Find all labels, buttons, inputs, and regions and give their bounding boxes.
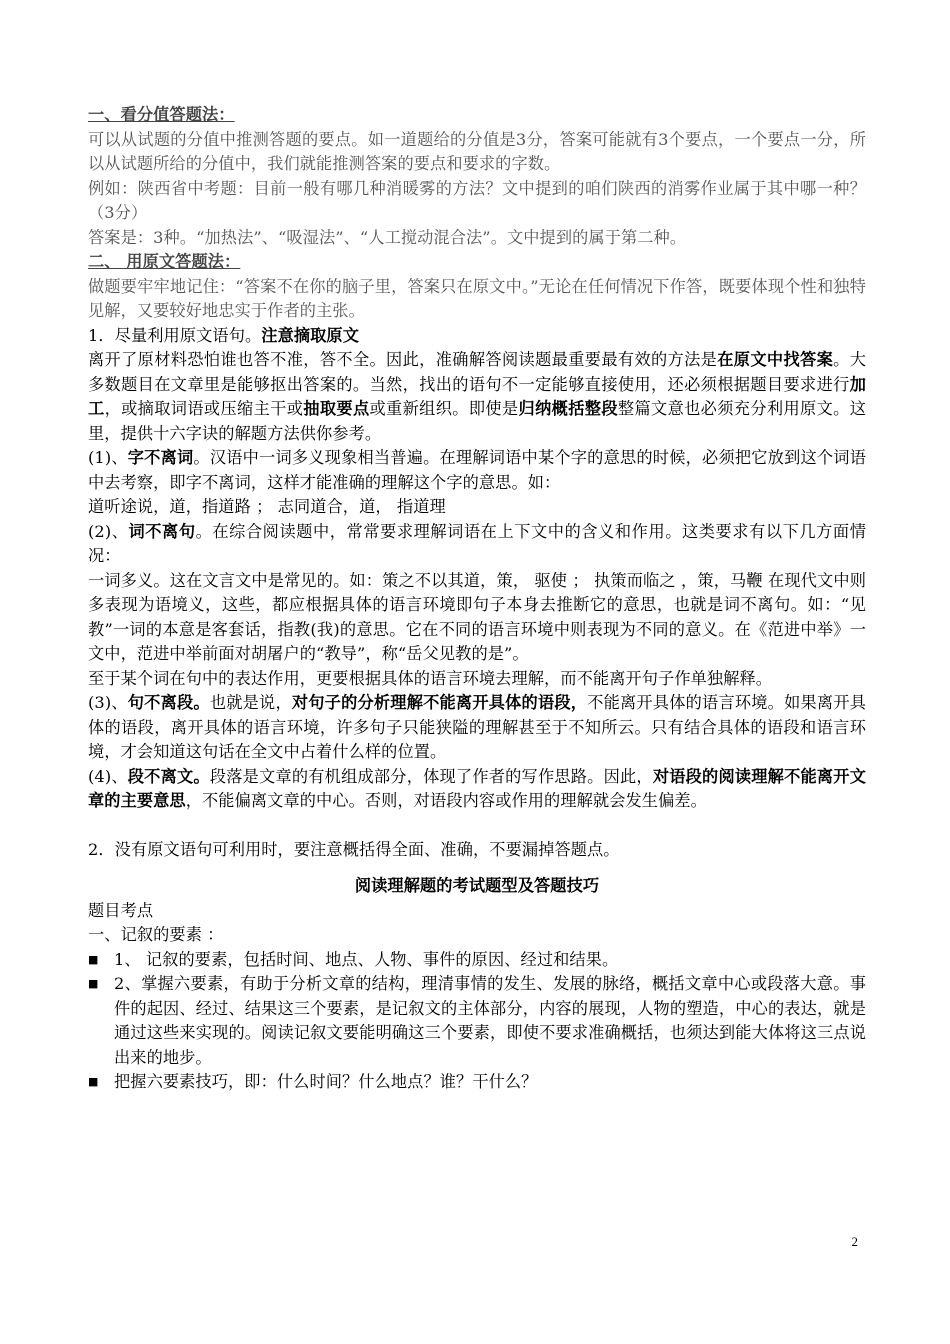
bullet-item: ■ 1、 记叙的要素，包括时间、地点、人物、事件的原因、经过和结果。 (88, 948, 866, 973)
subheading: 题目考点 (88, 900, 154, 920)
method-item-1: (1)、字不离词。汉语中一词多义现象相当普遍。在理解词语中某个字的意思的时候，必须把它放到这个词语中去考察，即字不离词，这样才能准确的理解这个字的意思。如： (88, 448, 866, 492)
square-bullet-icon: ■ (88, 952, 99, 966)
section-title: 阅读理解题的考试题型及答题技巧 (354, 876, 600, 895)
method-item-3: (3)、句不离段。也就是说，对句子的分析理解不能离开具体的语段，不能离开具体的语言环境。如果离开具体的语段，离开具体的语言环境，许多句子只能狭隘的理解甚至于不知所云。只有结合具体的语段和语言环境，才会知道这句话在全文中占着什么样的位置。 (88, 693, 867, 761)
paragraph: 可以从试题的分值中推测答题的要点。如一道题给的分值是3分，答案可能就有3个要点，一个要点一分，所以从试题所给的分值中，我们就能推测答案的要点和要求的字数。 (88, 129, 866, 173)
page-number: 2 (851, 1234, 858, 1249)
bullet-item: ■ 2、掌握六要素，有助于分析文章的结构，理清事情的发生、发展的脉络，概括文章中心或段落大意。事件的起因、经过、结果这三个要素，是记叙文的主体部分，内容的展现，人物的塑造，中心的表达，就是通过这些来实现的。阅读记叙文要能明确这三个要素，即使不要求准确概括，也须达到能大体将这三点说出来的地步。 (88, 972, 866, 1070)
method-item-4: (4)、段不离文。段落是文章的有机组成部分，体现了作者的写作思路。因此，对语段的阅读理解不能离开文章的主要意思，不能偏离文章的中心。否则，对语段内容或作用的理解就会发生偏差。 (88, 766, 866, 810)
paragraph: 答案是：3种。“加热法”、“吸湿法”、“人工搅动混合法”。文中提到的属于第二种。 (88, 227, 687, 247)
bullet-item: ■ 把握六要素技巧，即：什么时间？什么地点？谁？干什么？ (88, 1070, 866, 1095)
example-line: 道听途说，道，指道路 ； 志同道合，道， 指道理 (88, 497, 446, 516)
paragraph: 一词多义。这在文言文中是常见的。如：策之不以其道，策， 驱使 ； 执策而临之 ，策，马鞭 在现代文中则多表现为语境义，这些，都应根据具体的语言环境即句子本身去推断它的意思，也就是词不离句。如：“见教”一词的本意是客套话，指教(我)的意思。它在不同的语言环境中则表现为不同的意义。在《范进中举》一文中，范进中举前面对胡屠户的“教导”，称“岳父见教的是”。 (88, 570, 866, 663)
method-item-2: (2)、词不离句。在综合阅读题中，常常要求理解词语在上下文中的含义和作用。这类要求有以下几方面情况： (88, 521, 866, 565)
subheading: 一、记叙的要素 ： (88, 925, 224, 944)
document-page (88, 103, 866, 1095)
paragraph: 至于某个词在句中的表达作用，更要根据具体的语言环境去理解，而不能离开句子作单独解释。 (88, 668, 773, 688)
paragraph: 做题要牢牢地记住：“答案不在你的脑子里，答案只在原文中。”无论在任何情况下作答，既要体现个性和独特见解，又要较好地忠实于作者的主张。 (88, 276, 866, 320)
spacer (88, 814, 866, 838)
paragraph: 离开了原材料恐怕谁也答不准，答不全。因此，准确解答阅读题最重要最有效的方法是在原文中找答案。大多数题目在文章里是能够抠出答案的。当然，找出的语句不一定能够直接使用，还必须根据题目要求进行加工，或摘取词语或压缩主干或抽取要点或重新组织。即使是归纳概括整段整篇文意也必须充分利用原文。这里，提供十六字诀的解题方法供你参考。 (88, 350, 867, 443)
square-bullet-icon: ■ (88, 977, 99, 990)
square-bullet-icon: ■ (88, 1075, 99, 1088)
section-heading-1: 一、看分值答题法： (88, 105, 235, 124)
numbered-item-1: 1．尽量利用原文语句。注意摘取原文 (88, 325, 360, 345)
paragraph: 例如：陕西省中考题：目前一般有哪几种消暖雾的方法？文中提到的咱们陕西的消雾作业属于其中哪一种？（3分） (88, 178, 866, 222)
numbered-item-2: 2．没有原文语句可利用时，要注意概括得全面、准确，不要漏掉答题点。 (88, 839, 620, 859)
section-heading-2: 二、 用原文答题法： (88, 252, 241, 271)
